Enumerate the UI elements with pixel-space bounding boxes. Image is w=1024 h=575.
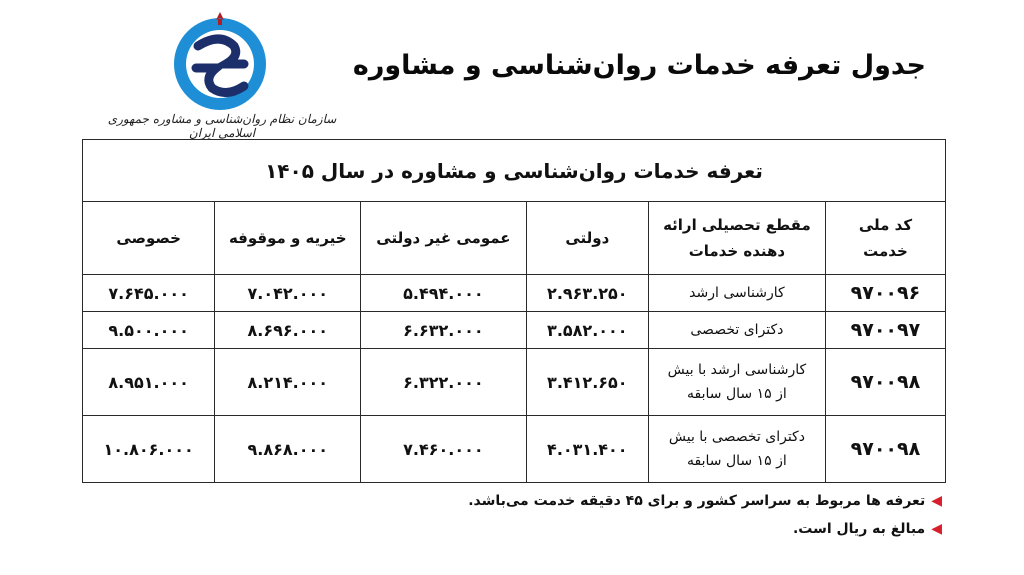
education-level-cell: دکترای تخصصی xyxy=(648,312,825,349)
tariff-table xyxy=(82,139,946,483)
note-text: تعرفه ها مربوط به سراسر کشور و برای ۴۵ دقیقه خدمت می‌باشد. xyxy=(468,493,926,509)
column-header-level-line1: مقطع تحصیلی ارائه xyxy=(663,216,811,234)
table-header-row xyxy=(83,202,946,275)
education-level-line2: از ۱۵ سال سابقه xyxy=(687,453,787,469)
column-header-charity: خیریه و موقوفه xyxy=(215,202,361,275)
column-header-code-line2: خدمت xyxy=(863,242,908,260)
price-public-nongov-cell: ۶.۶۳۲.۰۰۰ xyxy=(361,312,527,349)
price-charity-cell: ۷.۰۴۲.۰۰۰ xyxy=(215,275,361,312)
column-header-private: خصوصی xyxy=(83,202,215,275)
triangle-bullet-icon: ◀ xyxy=(931,493,942,509)
table-row xyxy=(83,349,946,416)
service-code-cell: ۹۷۰۰۹۸ xyxy=(825,416,945,483)
price-private-cell: ۷.۶۴۵.۰۰۰ xyxy=(83,275,215,312)
education-level-line1: دکترای تخصصی با بیش xyxy=(668,429,805,445)
note-text: مبالغ به ریال است. xyxy=(792,521,926,537)
organization-logo xyxy=(92,6,352,140)
price-charity-cell: ۸.۶۹۶.۰۰۰ xyxy=(215,312,361,349)
education-level-cell: کارشناسی ارشد xyxy=(648,275,825,312)
service-code-cell: ۹۷۰۰۹۷ xyxy=(825,312,945,349)
service-code-cell: ۹۷۰۰۹۸ xyxy=(825,349,945,416)
notes-list xyxy=(468,487,942,543)
page-title: جدول تعرفه خدمات روان‌شناسی و مشاوره xyxy=(352,50,926,81)
note-item xyxy=(468,487,942,515)
column-header-state: دولتی xyxy=(526,202,648,275)
price-private-cell: ۸.۹۵۱.۰۰۰ xyxy=(83,349,215,416)
education-level-line1: کارشناسی ارشد با بیش xyxy=(667,362,807,378)
table-row xyxy=(83,416,946,483)
price-state-cell: ۲.۹۶۳.۲۵۰ xyxy=(526,275,648,312)
logo-caption: سازمان نظام روان‌شناسی و مشاوره جمهوری اسلامی ایران xyxy=(107,112,337,140)
column-header-level xyxy=(648,202,825,275)
price-private-cell: ۱۰.۸۰۶.۰۰۰ xyxy=(83,416,215,483)
table-caption: تعرفه خدمات روان‌شناسی و مشاوره در سال ۱۴۰۵ xyxy=(83,140,946,202)
education-level-line2: از ۱۵ سال سابقه xyxy=(687,386,787,402)
organization-emblem-icon xyxy=(160,6,280,116)
price-public-nongov-cell: ۵.۴۹۴.۰۰۰ xyxy=(361,275,527,312)
price-charity-cell: ۸.۲۱۴.۰۰۰ xyxy=(215,349,361,416)
table-row xyxy=(83,312,946,349)
service-code-cell: ۹۷۰۰۹۶ xyxy=(825,275,945,312)
price-public-nongov-cell: ۶.۳۲۲.۰۰۰ xyxy=(361,349,527,416)
triangle-bullet-icon: ◀ xyxy=(931,521,942,537)
column-header-code-line1: کد ملی xyxy=(858,216,913,234)
column-header-level-line2: دهنده خدمات xyxy=(688,242,786,260)
column-header-public-nongov: عمومی غیر دولتی xyxy=(361,202,527,275)
note-item xyxy=(468,515,942,543)
price-state-cell: ۳.۴۱۲.۶۵۰ xyxy=(526,349,648,416)
price-state-cell: ۴.۰۳۱.۴۰۰ xyxy=(526,416,648,483)
price-state-cell: ۳.۵۸۲.۰۰۰ xyxy=(526,312,648,349)
table-row xyxy=(83,275,946,312)
price-charity-cell: ۹.۸۶۸.۰۰۰ xyxy=(215,416,361,483)
education-level-cell xyxy=(648,416,825,483)
column-header-code xyxy=(825,202,945,275)
education-level-cell xyxy=(648,349,825,416)
price-public-nongov-cell: ۷.۴۶۰.۰۰۰ xyxy=(361,416,527,483)
price-private-cell: ۹.۵۰۰.۰۰۰ xyxy=(83,312,215,349)
